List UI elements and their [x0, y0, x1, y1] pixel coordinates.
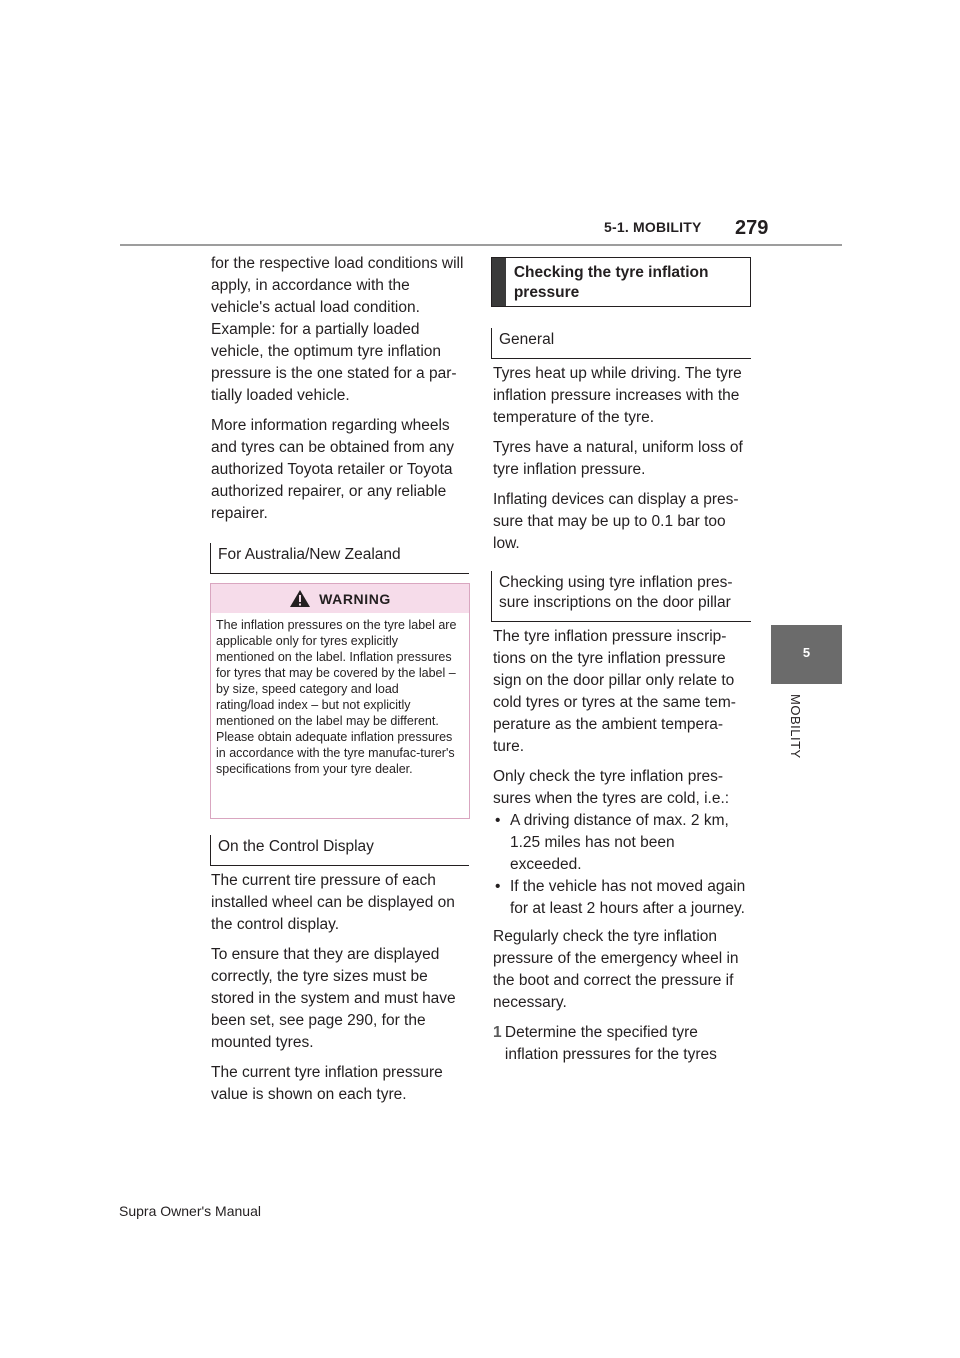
step-number: 1	[493, 1024, 502, 1041]
paragraph: Tyres heat up while driving. The tyre inflation pressure increases with the temperature of the tyre.	[493, 365, 742, 426]
warning-text: The inflation pressures on the tyre label are applicable only for tyres explicitly mentioned on the label. Inflation pressures for tyres that may be covered by the label – by size, speed category and load rating/load index – but not explicitly mentioned on the label may be different. Please obtain adequate inflation pressures in accordance with the tyre manufac-turer's specifications from your tyre dealer.	[216, 618, 457, 776]
chapter-label-vertical	[781, 694, 811, 814]
paragraph: Inflating devices can display a pres-sure that may be up to 0.1 bar too low.	[493, 491, 739, 552]
paragraph: The current tire pressure of each installed wheel can be displayed on the control display.	[211, 872, 455, 933]
paragraph: The tyre inflation pressure inscrip-tions on the tyre inflation pressure sign on the door pillar only relate to cold tyres or tyres at the same tem-perature as the ambient tempera-ture.	[493, 628, 736, 755]
subheading-australia: For Australia/New Zealand	[210, 543, 469, 574]
warning-box	[210, 583, 470, 819]
left-column-lower	[211, 870, 467, 1114]
step-text: Determine the specified tyre inflation pressures for the tyres	[504, 1024, 717, 1063]
warning-header	[211, 584, 469, 613]
paragraph: Regularly check the tyre inflation pressure of the emergency wheel in the boot and correct the pressure if necessary.	[493, 928, 739, 1011]
paragraph: The current tyre inflation pressure value is shown on each tyre.	[211, 1064, 443, 1103]
right-column-door	[493, 626, 749, 1066]
subheading-general: General	[491, 328, 751, 359]
paragraph: Tyres have a natural, uniform loss of tyre inflation pressure.	[493, 439, 743, 478]
chapter-label: MOBILITY	[788, 694, 803, 759]
heading-bar	[492, 258, 506, 306]
warning-label: WARNING	[319, 590, 391, 607]
bullet-list	[493, 810, 749, 920]
section-heading: Checking the tyre inflation pressure	[513, 264, 709, 301]
paragraph: More information regarding wheels and tyres can be obtained from any authorized Toyota retailer or Toyota authorized repairer, or any reliable repairer.	[211, 417, 454, 522]
subheading-control-display: On the Control Display	[210, 835, 469, 866]
section-heading-box	[491, 257, 751, 307]
header-rule	[120, 244, 842, 246]
list-item: • If the vehicle has not moved again for at least 2 hours after a journey.	[495, 878, 746, 917]
list-item: • A driving distance of max. 2 km, 1.25 miles has not been exceeded.	[495, 812, 729, 873]
chapter-tab	[771, 625, 842, 684]
right-column-general	[493, 363, 749, 563]
footer-manual-title: Supra Owner's Manual	[119, 1203, 261, 1219]
chapter-number: 5	[802, 645, 811, 660]
section-title: 5-1. MOBILITY	[604, 219, 702, 235]
step-item	[493, 1022, 749, 1066]
paragraph: To ensure that they are displayed correctly, the tyre sizes must be stored in the system and must have been set, see page 290, for the mounted tyres.	[211, 946, 456, 1051]
paragraph: for the respective load conditions will apply, in accordance with the vehicle's actual load condition. Example: for a partially loaded vehicle, the optimum tyre inflation pressure is the one stated for a par-tially loaded vehicle.	[211, 255, 464, 404]
page-number: 279	[735, 217, 769, 239]
warning-triangle-icon	[289, 589, 311, 608]
subheading-door-pillar: Checking using tyre inflation pres-sure inscriptions on the door pillar	[491, 571, 751, 622]
paragraph: Only check the tyre inflation pres-sures when the tyres are cold, i.e.:	[493, 768, 730, 807]
left-column	[211, 253, 467, 533]
